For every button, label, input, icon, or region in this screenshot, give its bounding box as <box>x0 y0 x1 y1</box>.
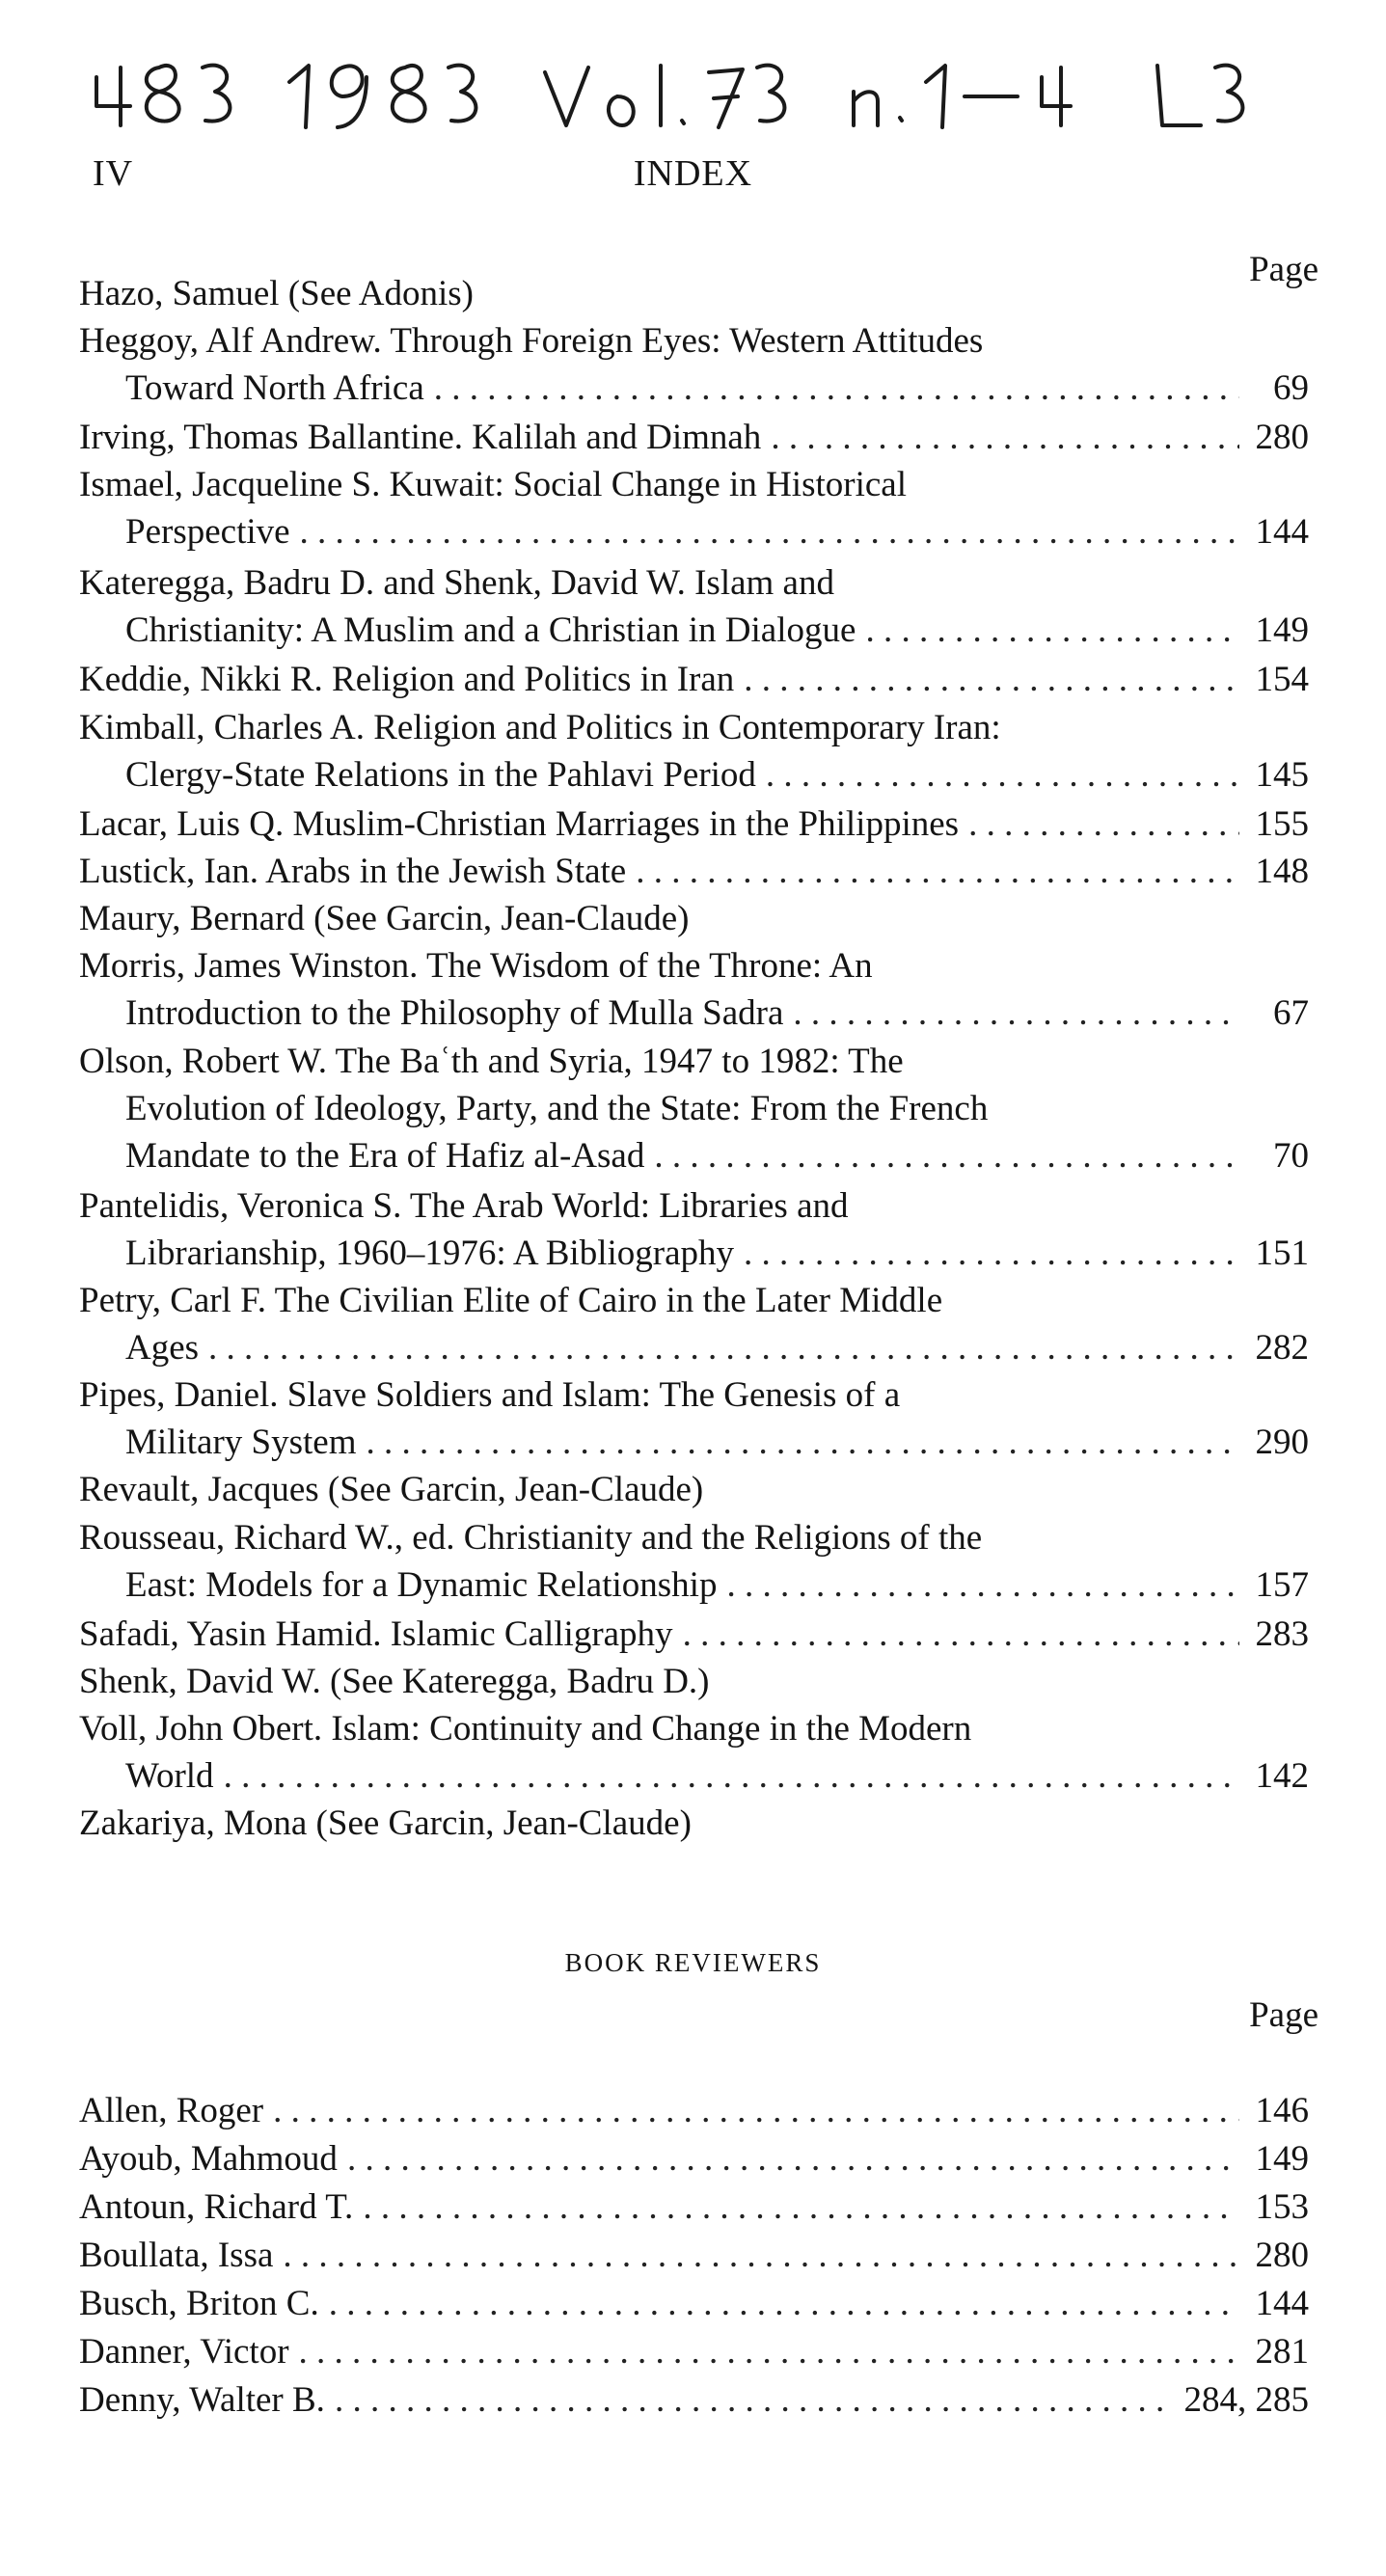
entry-line: Olson, Robert W. The Baʿth and Syria, 1947 to 1982: The <box>79 1042 904 1081</box>
dot-leader <box>434 365 1239 412</box>
page-title: INDEX <box>633 153 753 194</box>
entry-line: Zakariya, Mona (See Garcin, Jean-Claude) <box>79 1803 692 1843</box>
reviewer-entry <box>79 2328 1309 2375</box>
entry-line: Military System <box>125 1423 357 1462</box>
entry-page-number: 290 <box>1255 1423 1309 1462</box>
dot-leader <box>771 414 1239 461</box>
reviewer-page-number: 149 <box>1255 2139 1309 2179</box>
handwritten-note <box>92 58 1345 164</box>
reviewer-name: Allen, Roger <box>79 2091 264 2130</box>
index-entry <box>79 1705 1309 1800</box>
entry-line: Shenk, David W. (See Kateregga, Badru D.) <box>79 1662 710 1701</box>
dot-leader <box>329 2280 1239 2327</box>
entry-line: Pipes, Daniel. Slave Soldiers and Islam: The Genesis of a <box>79 1375 901 1415</box>
reviewer-name: Danner, Victor <box>79 2332 289 2372</box>
reviewer-entry <box>79 2183 1309 2231</box>
index-entry <box>79 704 1309 799</box>
entry-line: Lacar, Luis Q. Muslim-Christian Marriages in the Philippines <box>79 804 960 844</box>
entry-page-number: 282 <box>1255 1328 1309 1368</box>
page-column-header: Page <box>1249 1995 1318 2035</box>
index-entry <box>79 1038 1309 1180</box>
index-entry <box>79 270 1309 317</box>
index-entry <box>79 1277 1309 1371</box>
entry-line: East: Models for a Dynamic Relationship <box>125 1565 718 1605</box>
reviewer-page-number: 281 <box>1255 2332 1309 2372</box>
entry-page-number: 151 <box>1255 1234 1309 1273</box>
entry-line: Toward North Africa <box>125 368 424 408</box>
reviewer-entry <box>79 2376 1309 2424</box>
entry-page-number: 148 <box>1255 852 1309 891</box>
index-entry <box>79 1371 1309 1466</box>
page-column-header: Page <box>1249 250 1318 289</box>
index-entry <box>79 1611 1309 1658</box>
dot-leader <box>744 1230 1239 1277</box>
reviewer-page-number: 280 <box>1255 2236 1309 2275</box>
dot-leader <box>865 607 1239 654</box>
entry-page-number: 67 <box>1273 993 1309 1033</box>
index-entry <box>79 414 1309 461</box>
entry-page-number: 283 <box>1255 1614 1309 1654</box>
entry-line: Voll, John Obert. Islam: Continuity and Change in the Modern <box>79 1709 972 1749</box>
dot-leader <box>766 751 1239 799</box>
index-entry <box>79 1466 1309 1513</box>
index-entry <box>79 1658 1309 1705</box>
reviewer-entry <box>79 2280 1309 2327</box>
dot-leader <box>726 1561 1239 1609</box>
entry-line: Irving, Thomas Ballantine. Kalilah and Dimnah <box>79 418 762 457</box>
reviewer-entry <box>79 2087 1309 2134</box>
entry-line: Evolution of Ideology, Party, and the State: From the French <box>125 1089 989 1128</box>
entry-line: World <box>125 1756 214 1796</box>
entry-line: Lustick, Ian. Arabs in the Jewish State <box>79 852 627 891</box>
entry-line: Hazo, Samuel (See Adonis) <box>79 274 474 313</box>
dot-leader <box>744 656 1239 703</box>
entry-line: Mandate to the Era of Hafiz al-Asad <box>125 1136 645 1176</box>
index-entry <box>79 800 1309 848</box>
dot-leader <box>208 1324 1239 1371</box>
entry-line: Christianity: A Muslim and a Christian in Dialogue <box>125 610 856 650</box>
reviewer-entry <box>79 2135 1309 2183</box>
entry-line: Keddie, Nikki R. Religion and Politics in Iran <box>79 660 735 699</box>
reviewer-entry <box>79 2232 1309 2279</box>
dot-leader <box>366 1419 1239 1466</box>
entry-line: Kateregga, Badru D. and Shenk, David W. Islam and <box>79 563 834 603</box>
entry-line: Clergy-State Relations in the Pahlavi Period <box>125 755 756 795</box>
reviewer-name: Busch, Briton C. <box>79 2284 319 2323</box>
dot-leader <box>283 2232 1239 2279</box>
entry-line: Safadi, Yasin Hamid. Islamic Calligraphy <box>79 1614 673 1654</box>
entry-page-number: 149 <box>1255 610 1309 650</box>
index-entry <box>79 656 1309 703</box>
dot-leader <box>300 508 1239 556</box>
dot-leader <box>683 1611 1239 1658</box>
entry-page-number: 280 <box>1255 418 1309 457</box>
reviewer-name: Boullata, Issa <box>79 2236 274 2275</box>
index-entry <box>79 942 1309 1037</box>
entry-line: Maury, Bernard (See Garcin, Jean-Claude) <box>79 899 690 938</box>
entry-line: Kimball, Charles A. Religion and Politics in Contemporary Iran: <box>79 708 1001 747</box>
entry-line: Petry, Carl F. The Civilian Elite of Cairo in the Later Middle <box>79 1281 943 1320</box>
entry-page-number: 145 <box>1255 755 1309 795</box>
reviewer-page-number: 284, 285 <box>1183 2380 1309 2420</box>
entry-line: Morris, James Winston. The Wisdom of the Throne: An <box>79 946 873 986</box>
entry-line: Pantelidis, Veronica S. The Arab World: Libraries and <box>79 1186 849 1226</box>
entry-line: Heggoy, Alf Andrew. Through Foreign Eyes: Western Attitudes <box>79 321 984 361</box>
dot-leader <box>363 2183 1239 2231</box>
page-number-roman: IV <box>93 153 134 194</box>
entry-page-number: 154 <box>1255 660 1309 699</box>
entry-line: Rousseau, Richard W., ed. Christianity and the Religions of the <box>79 1518 983 1558</box>
entry-line: Ismael, Jacqueline S. Kuwait: Social Change in Historical <box>79 465 907 504</box>
index-entry <box>79 848 1309 895</box>
index-entry <box>79 1182 1309 1277</box>
reviewer-name: Ayoub, Mahmoud <box>79 2139 338 2179</box>
entry-page-number: 144 <box>1255 512 1309 552</box>
entry-page-number: 142 <box>1255 1756 1309 1796</box>
entry-line: Introduction to the Philosophy of Mulla Sadra <box>125 993 784 1033</box>
dot-leader <box>335 2376 1173 2424</box>
index-entry <box>79 559 1309 654</box>
index-entry <box>79 1800 1309 1847</box>
index-entry <box>79 461 1309 556</box>
dot-leader <box>968 800 1239 848</box>
index-entry <box>79 317 1309 412</box>
reviewer-page-number: 153 <box>1255 2187 1309 2227</box>
entry-page-number: 155 <box>1255 804 1309 844</box>
reviewer-name: Denny, Walter B. <box>79 2380 325 2420</box>
index-entry <box>79 1514 1309 1609</box>
entry-line: Perspective <box>125 512 290 552</box>
dot-leader <box>347 2135 1239 2183</box>
dot-leader <box>299 2328 1239 2375</box>
index-entry <box>79 895 1309 942</box>
dot-leader <box>224 1752 1239 1800</box>
reviewer-page-number: 144 <box>1255 2284 1309 2323</box>
entry-line: Revault, Jacques (See Garcin, Jean-Claude) <box>79 1470 704 1509</box>
dot-leader <box>273 2087 1239 2134</box>
entry-line: Ages <box>125 1328 200 1368</box>
dot-leader <box>654 1132 1239 1180</box>
entry-page-number: 70 <box>1273 1136 1309 1176</box>
reviewer-name: Antoun, Richard T. <box>79 2187 354 2227</box>
entry-page-number: 157 <box>1255 1565 1309 1605</box>
section-title-book-reviewers: BOOK REVIEWERS <box>564 1948 822 1977</box>
dot-leader <box>636 848 1239 895</box>
dot-leader <box>793 990 1239 1037</box>
reviewer-page-number: 146 <box>1255 2091 1309 2130</box>
entry-page-number: 69 <box>1273 368 1309 408</box>
entry-line: Librarianship, 1960–1976: A Bibliography <box>125 1234 735 1273</box>
